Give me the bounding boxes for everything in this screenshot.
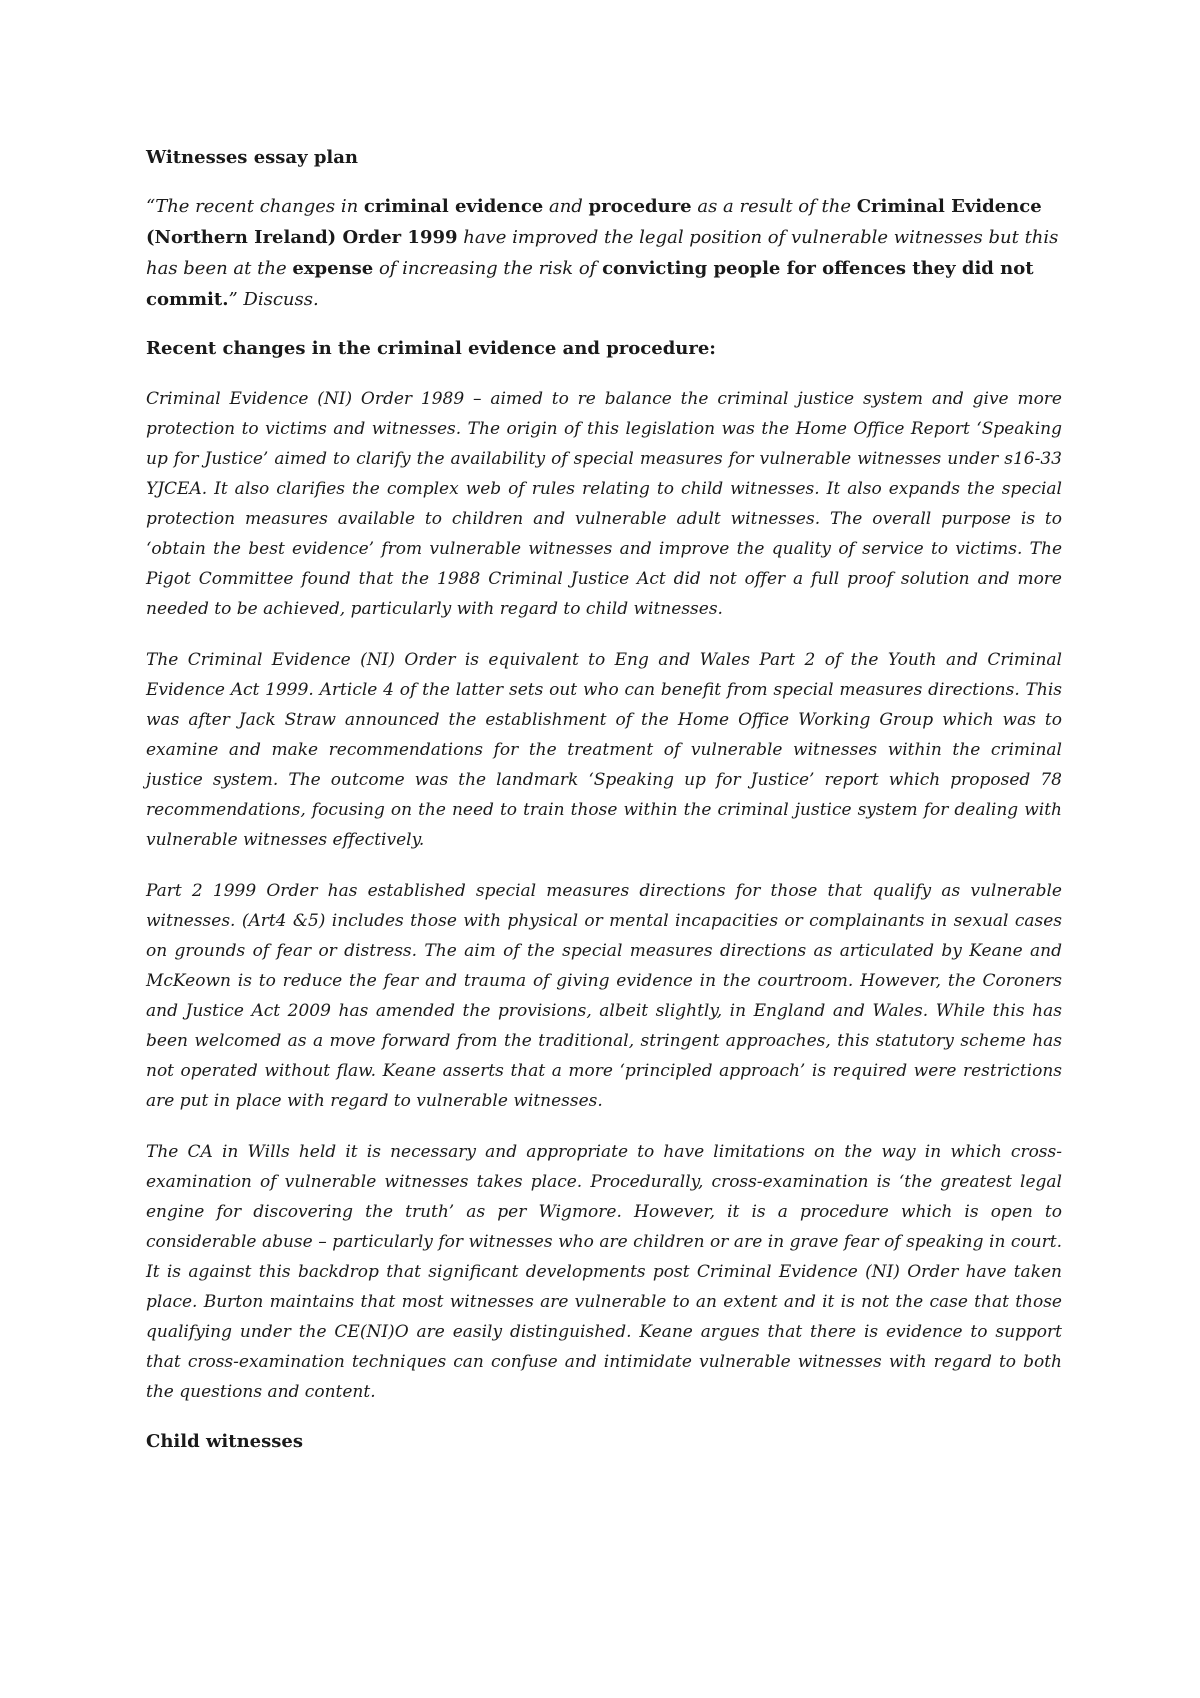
prompt-segment: criminal evidence bbox=[363, 196, 544, 217]
prompt-segment: have improved the legal position of vulnerable witnesses but this has been at the bbox=[146, 227, 1059, 279]
section-heading-child-witnesses: Child witnesses bbox=[146, 1431, 303, 1452]
prompt-segment: expense bbox=[292, 258, 374, 279]
document-page bbox=[146, 146, 1062, 1477]
prompt-segment: procedure bbox=[588, 196, 692, 217]
prompt-segment: of increasing the risk of bbox=[373, 258, 603, 279]
prompt-segment: and bbox=[543, 196, 589, 217]
section-heading-recent-changes: Recent changes in the criminal evidence and procedure: bbox=[146, 338, 716, 359]
prompt-segment: as a result of the bbox=[691, 196, 857, 217]
essay-prompt bbox=[146, 191, 1062, 315]
prompt-segment: Criminal Evidence (Northern Ireland) Order 1999 bbox=[146, 196, 1042, 248]
body-paragraph: The Criminal Evidence (NI) Order is equivalent to Eng and Wales Part 2 of the Youth and Criminal Evidence Act 1999. Article 4 of the latter sets out who can benefit from special measures directions. This was after Jack Straw announced the establishment of the Home Office Working Group which was to examine and make recommendations for the treatment of vulnerable witnesses within the criminal justice system. The outcome was the landmark ‘Speaking up for Justice’ report which proposed 78 recommendations, focusing on the need to train those within the criminal justice system for dealing with vulnerable witnesses effectively. bbox=[146, 650, 1062, 850]
body-paragraph: Part 2 1999 Order has established special measures directions for those that qualify as vulnerable witnesses. (Art4 &5) includes those with physical or mental incapacities or complainants in sexual cases on grounds of fear or distress. The aim of the special measures directions as articulated by Keane and McKeown is to reduce the fear and trauma of giving evidence in the courtroom. However, the Coroners and Justice Act 2009 has amended the provisions, albeit slightly, in England and Wales. While this has been welcomed as a move forward from the traditional, stringent approaches, this statutory scheme has not operated without flaw. Keane asserts that a more ‘principled approach’ is required were restrictions are put in place with regard to vulnerable witnesses. bbox=[146, 881, 1062, 1111]
document-title: Witnesses essay plan bbox=[146, 147, 358, 168]
prompt-segment: ” Discuss. bbox=[228, 289, 319, 310]
prompt-segment: convicting people for offences they did not commit. bbox=[146, 258, 1034, 310]
prompt-segment: “The recent changes in bbox=[146, 196, 364, 217]
body-paragraph: Criminal Evidence (NI) Order 1989 – aimed to re balance the criminal justice system and give more protection to victims and witnesses. The origin of this legislation was the Home Office Report ‘Speaking up for Justice’ aimed to clarify the availability of special measures for vulnerable witnesses under s16-33 YJCEA. It also clarifies the complex web of rules relating to child witnesses. It also expands the special protection measures available to children and vulnerable adult witnesses. The overall purpose is to ‘obtain the best evidence’ from vulnerable witnesses and improve the quality of service to victims. The Pigot Committee found that the 1988 Criminal Justice Act did not offer a full proof solution and more needed to be achieved, particularly with regard to child witnesses. bbox=[146, 389, 1062, 619]
body-paragraph: The CA in Wills held it is necessary and appropriate to have limitations on the way in which cross-examination of vulnerable witnesses takes place. Procedurally, cross-examination is ‘the greatest legal engine for discovering the truth’ as per Wigmore. However, it is a procedure which is open to considerable abuse – particularly for witnesses who are children or are in grave fear of speaking in court. It is against this backdrop that significant developments post Criminal Evidence (NI) Order have taken place. Burton maintains that most witnesses are vulnerable to an extent and it is not the case that those qualifying under the CE(NI)O are easily distinguished. Keane argues that there is evidence to support that cross-examination techniques can confuse and intimidate vulnerable witnesses with regard to both the questions and content. bbox=[146, 1142, 1062, 1402]
